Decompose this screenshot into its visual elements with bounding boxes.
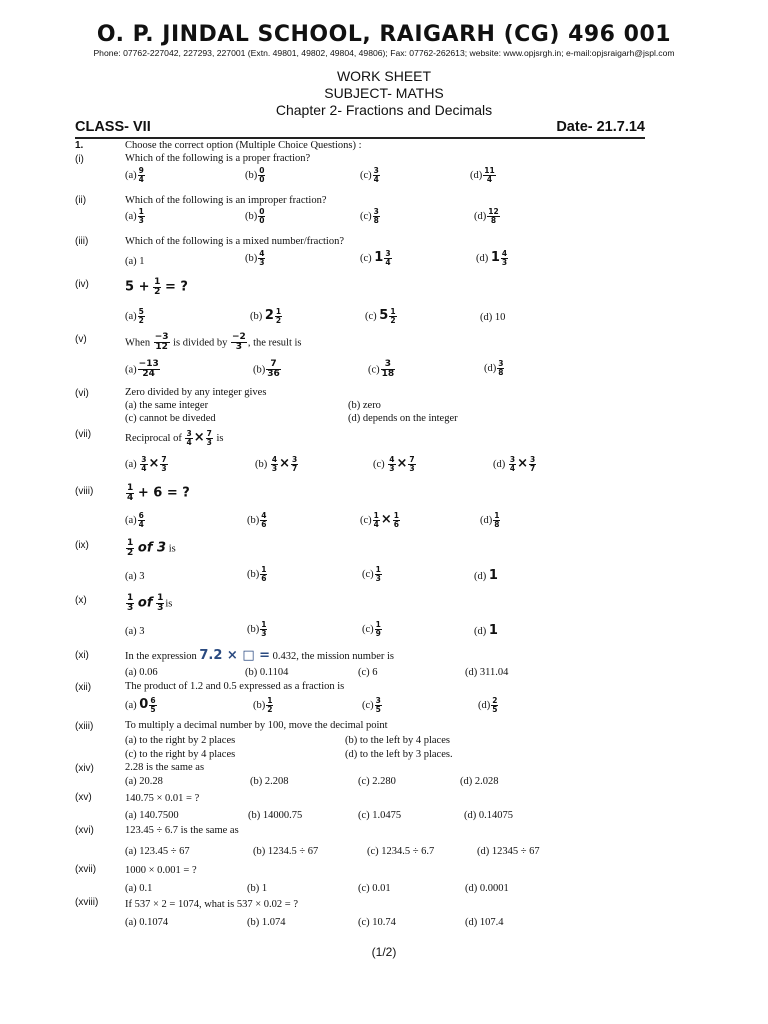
option-b: (b) 2 $\frac{1}{2}$ [250,307,282,325]
option-a: (a) $\frac{3}{4}$ × $\frac{7}{3}$ [125,455,167,473]
fraction: $\frac{0}{0}$ [259,166,265,184]
question-text: In the expression 7.2 × □ = 0.432, the mission number is [125,648,395,663]
option-d: (d) 0.0001 [465,883,509,894]
fraction: $\frac{7}{3}$ [206,429,212,447]
fraction: $\frac{1}{9}$ [375,620,381,638]
question-text: Which of the following is a proper fraction? [125,153,311,164]
class-date-row [75,119,645,137]
fraction: $\frac{1}{6}$ [261,565,267,583]
class-label: CLASS- VII [75,119,151,135]
option-a: (a) $\frac{1}{3}$ [125,207,144,225]
option-d: (d) 1 $\frac{4}{3}$ [476,249,508,267]
option-d: (d) 10 [480,312,506,323]
fraction: $\frac{9}{4}$ [138,166,144,184]
option-d: (d) $\frac{1}{8}$ [480,511,500,529]
option-a: (a) 0.1 [125,883,153,894]
fraction: $\frac{1}{2}$ [267,696,273,714]
option-c: (c) 1234.5 ÷ 6.7 [367,846,435,857]
fraction: $\frac{1}{2}$ [275,307,282,325]
question-text: When $\frac{-3}{12}$ is divided by $\frac{-2}{3}$ , the result is [125,332,302,353]
fraction: $\frac{12}{8}$ [488,207,499,225]
page-number: (1/2) [371,945,397,959]
question-number: (xvi) [75,825,94,836]
option-c: (c) $\frac{1}{9}$ [362,620,381,638]
option-a: (a) the same integer [125,400,209,411]
option-d: (d) 2.028 [460,776,499,787]
fraction: $\frac{1}{4}$ [127,483,134,504]
fraction: $\frac{3}{7}$ [292,455,298,473]
fraction: $\frac{-13}{24}$ [138,359,159,380]
question-expression: $\frac{1}{3}$ of $\frac{1}{3}$ is [127,593,173,614]
fraction: $\frac{1}{2}$ [127,538,134,559]
option-b: (b) $\frac{4}{3}$ × $\frac{3}{7}$ [255,455,298,473]
fraction: $\frac{3}{8}$ [373,207,379,225]
option-c: (c) $\frac{3}{8}$ [360,207,379,225]
fraction: $\frac{1}{2}$ [390,307,396,325]
fraction: $\frac{3}{4}$ [141,455,147,473]
option-d: (d) depends on the integer [348,413,458,424]
fraction: $\frac{1}{8}$ [494,511,500,529]
option-a: (a) $\frac{9}{4}$ [125,166,144,184]
date-label: Date- 21.7.14 [556,119,645,135]
option-d: (d) to the left by 3 places. [345,749,453,760]
option-a: (a) $\frac{6}{4}$ [125,511,144,529]
option-c: (c) $\frac{4}{3}$ × $\frac{7}{3}$ [373,455,415,473]
option-a: (a) 0.1074 [125,917,169,928]
question-number: (i) [75,154,84,165]
option-a: (a) 20.28 [125,776,163,787]
option-c: (c) 10.74 [358,917,396,928]
option-c: (c) 1.0475 [358,810,402,821]
question-number: (viii) [75,486,94,497]
question-text: 2.28 is the same as [125,762,205,773]
fraction: $\frac{-2}{3}$ [232,332,246,353]
option-c: (c) 5 $\frac{1}{2}$ [365,307,396,325]
subject-title: SUBJECT- MATHS [324,85,444,101]
fraction: $\frac{3}{5}$ [375,696,381,714]
chapter-title: Chapter 2- Fractions and Decimals [275,102,493,118]
fraction: $\frac{7}{3}$ [409,455,415,473]
question-number: (x) [75,595,87,606]
fraction: $\frac{5}{2}$ [138,307,144,325]
fraction: $\frac{7}{3}$ [161,455,167,473]
fraction: $\frac{3}{7}$ [530,455,536,473]
fraction: $\frac{1}{3}$ [157,593,164,614]
fraction: $\frac{11}{4}$ [484,166,495,184]
fraction: $\frac{3}{18}$ [381,359,395,380]
option-a: (a) 123.45 ÷ 67 [125,846,190,857]
option-b: (b) $\frac{1}{2}$ [253,696,273,714]
option-c: (c) 6 [358,667,378,678]
question-expression: $\frac{1}{2}$ of 3 is [127,538,176,559]
question-number: 1. [75,140,84,151]
question-expression: 5 + $\frac{1}{2}$ = ? [125,277,188,298]
fraction: $\frac{3}{4}$ [186,429,192,447]
option-a: (a) to the right by 2 places [125,735,236,746]
option-c: (c) $\frac{1}{4}$ × $\frac{1}{6}$ [360,511,399,529]
option-b: (b) $\frac{4}{3}$ [245,249,265,267]
worksheet-title: WORK SHEET [336,68,432,84]
option-b: (b) $\frac{4}{6}$ [247,511,267,529]
option-a: (a) 0.06 [125,667,158,678]
question-number: (xii) [75,682,92,693]
instruction: Choose the correct option (Multiple Choice Questions) : [125,140,362,151]
question-text: 123.45 ÷ 6.7 is the same as [125,825,239,836]
option-b: (b) $\frac{0}{0}$ [245,166,265,184]
question-text: 1000 × 0.001 = ? [125,865,197,876]
fraction: $\frac{-3}{12}$ [154,332,169,353]
question-number: (iii) [75,236,89,247]
fraction: $\frac{3}{4}$ [385,249,391,267]
question-number: (xv) [75,792,92,803]
question-text: Which of the following is a mixed number/fraction? [125,236,344,247]
option-b: (b) 0.1104 [245,667,289,678]
question-text: Which of the following is an improper fraction? [125,195,327,206]
option-b: (b) 1 [247,883,268,894]
option-d: (d) 1 [474,623,498,638]
option-b: (b) $\frac{0}{0}$ [245,207,265,225]
option-b: (b) to the left by 4 places [345,735,450,746]
fraction: $\frac{7}{36}$ [267,359,280,380]
option-a: (a) 0 $\frac{6}{5}$ [125,696,156,714]
question-number: (v) [75,334,87,345]
question-expression: $\frac{1}{4}$ + 6 = ? [127,483,190,504]
fraction: $\frac{4}{3}$ [271,455,278,473]
fraction: $\frac{1}{3}$ [375,565,381,583]
question-number: (xi) [75,650,89,661]
option-b: (b) 1234.5 ÷ 67 [253,846,319,857]
option-c: (c) $\frac{3}{18}$ [368,359,395,380]
question-number: (vi) [75,388,89,399]
option-b: (b) $\frac{1}{3}$ [247,620,267,638]
option-c: (c) to the right by 4 places [125,749,236,760]
option-c: (c) 2.280 [358,776,396,787]
question-number: (xiv) [75,763,94,774]
question-number: (ii) [75,195,87,206]
question-number: (vii) [75,429,92,440]
fraction: $\frac{4}{6}$ [261,511,267,529]
question-number: (ix) [75,540,89,551]
question-text: The product of 1.2 and 0.5 expressed as a fraction is [125,681,345,692]
option-d: (d) 0.14075 [464,810,513,821]
option-d: (d) $\frac{12}{8}$ [474,207,499,225]
option-b: (b) zero [348,400,381,411]
fraction: $\frac{4}{3}$ [501,249,508,267]
fraction: $\frac{4}{3}$ [389,455,395,473]
question-text: Zero divided by any integer gives [125,387,267,398]
question-number: (xvii) [75,864,97,875]
option-b: (b) $\frac{7}{36}$ [253,359,280,380]
fraction: $\frac{2}{5}$ [492,696,498,714]
option-c: (c) cannot be diveded [125,413,216,424]
option-b: (b) 2.208 [250,776,289,787]
option-a: (a) $\frac{5}{2}$ [125,307,144,325]
school-contact: Phone: 07762-227042, 227293, 227001 (Extn. 49801, 49802, 49804, 49806); Fax: 07762-262613; website: www.opjsrgh.in; e-mail:opjsraigarh@jspl.com [93,48,675,58]
option-c: (c) $\frac{3}{4}$ [360,166,379,184]
fraction: $\frac{3}{4}$ [509,455,516,473]
question-text: 140.75 × 0.01 = ? [125,793,200,804]
question-text: If 537 × 2 = 1074, what is 537 × 0.02 = ? [125,899,299,910]
option-d: (d) 12345 ÷ 67 [477,846,540,857]
question-number: (xiii) [75,721,94,732]
option-b: (b) 14000.75 [248,810,303,821]
option-c: (c) $\frac{3}{5}$ [362,696,381,714]
option-a: (a) 3 [125,626,145,637]
school-name: O. P. JINDAL SCHOOL, RAIGARH (CG) 496 001 [96,22,672,47]
option-d: (d) 311.04 [465,667,509,678]
option-c: (c) $\frac{1}{3}$ [362,565,381,583]
fraction: $\frac{1}{6}$ [393,511,399,529]
fraction: $\frac{3}{4}$ [373,166,379,184]
option-a: (a) $\frac{-13}{24}$ [125,359,159,380]
question-number: (xviii) [75,897,99,908]
fraction: $\frac{1}{3}$ [261,620,267,638]
option-a: (a) 1 [125,256,145,267]
option-d: (d) 107.4 [465,917,504,928]
fraction: $\frac{6}{5}$ [150,696,156,714]
option-a: (a) 140.7500 [125,810,179,821]
fraction: $\frac{1}{2}$ [154,277,161,298]
fraction: $\frac{6}{4}$ [138,511,144,529]
fraction: $\frac{1}{3}$ [127,593,134,614]
option-b: (b) $\frac{1}{6}$ [247,565,267,583]
option-d: (d) 1 [474,568,498,583]
option-b: (b) 1.074 [247,917,286,928]
option-d: (d) $\frac{2}{5}$ [478,696,498,714]
option-d: (d) $\frac{11}{4}$ [470,166,495,184]
option-a: (a) 3 [125,571,145,582]
question-text: Reciprocal of $\frac{3}{4}$ × $\frac{7}{3}$ is [125,429,224,447]
question-text: To multiply a decimal number by 100, move the decimal point [125,720,388,731]
option-c: (c) 1 $\frac{3}{4}$ [360,249,391,267]
option-d: (d) $\frac{3}{4}$ × $\frac{3}{7}$ [493,455,536,473]
question-number: (iv) [75,279,89,290]
fraction: $\frac{4}{3}$ [259,249,265,267]
fraction: $\frac{3}{8}$ [498,359,504,377]
divider [75,137,645,139]
fraction: $\frac{1}{4}$ [373,511,379,529]
option-d: (d) $\frac{3}{8}$ [484,359,504,377]
fraction: $\frac{1}{3}$ [138,207,144,225]
option-c: (c) 0.01 [358,883,391,894]
fraction: $\frac{0}{0}$ [259,207,265,225]
